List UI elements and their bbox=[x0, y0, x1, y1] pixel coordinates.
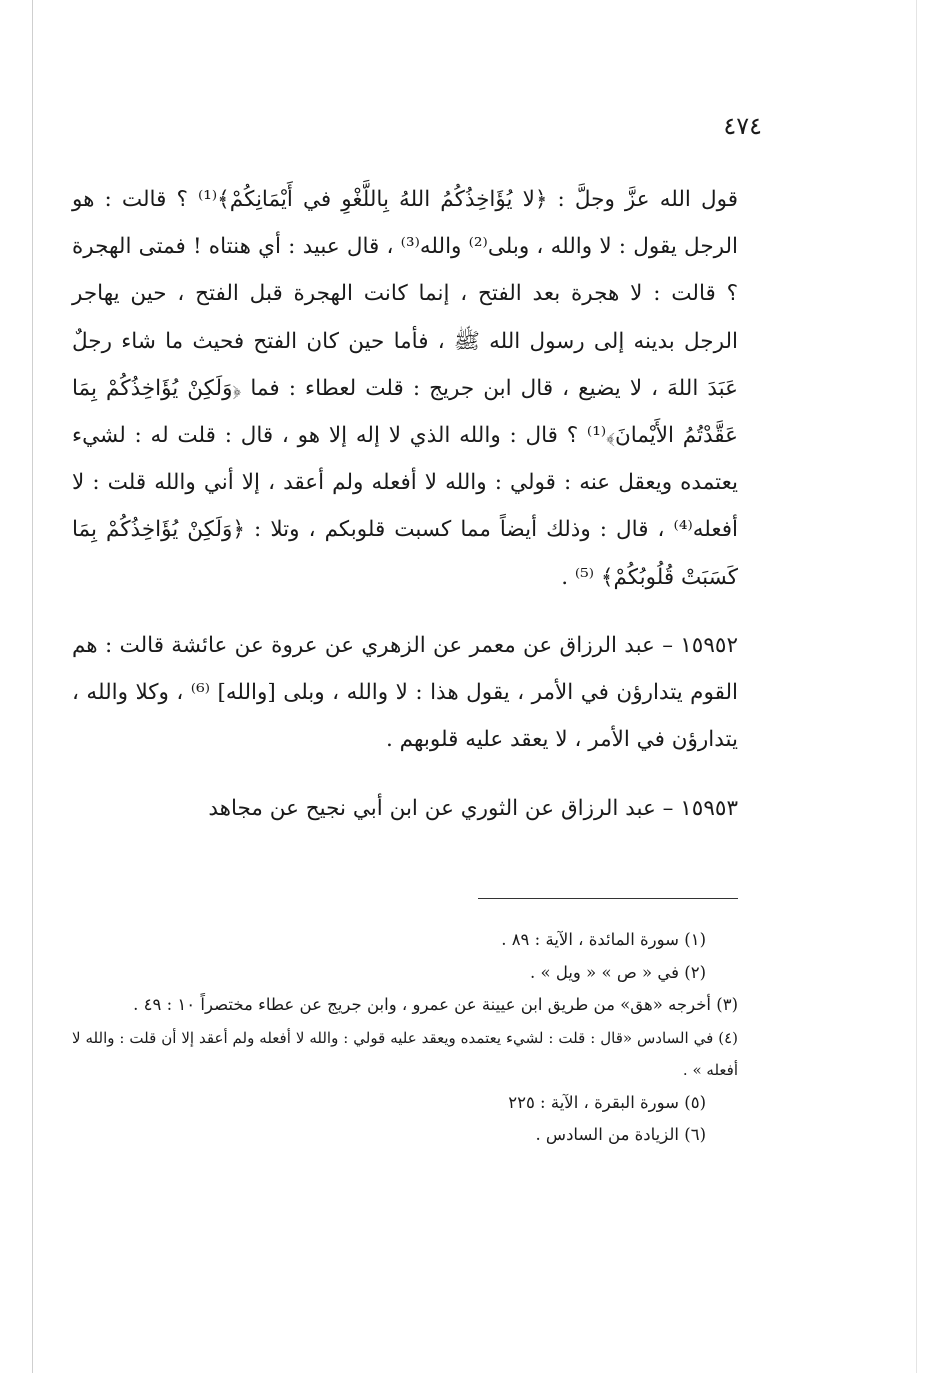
footnote-1: (١) سورة المائدة ، الآية : ٨٩ . bbox=[501, 930, 706, 949]
footnote-4: (٤) في السادس «قال : قلت : لشيء يعتمده ويعقد عليه قولي : والله لا أفعله ولم أعقد إلا أن قلت : والله لا أفعله » . bbox=[72, 1028, 738, 1079]
page-number: ٤٧٤ bbox=[723, 112, 762, 140]
main-text bbox=[72, 176, 738, 833]
footnote-divider bbox=[478, 898, 738, 899]
footnote-3: (٣) أخرجه «هق» من طريق ابن عيينة عن عمرو ، وابن جريج عن عطاء مختصراً ١٠ : ٤٩ . bbox=[133, 995, 738, 1014]
paragraph-entry-15952: ١٥٩٥٢ – عبد الرزاق عن معمر عن الزهري عن عروة عن عائشة قالت : هم القوم يتدارؤن في الأمر ، يقول هذا : لا والله ، وبلى [والله] ⁽⁶⁾ ، وكلا والله ، يتدارؤن في الأمر ، لا يعقد عليه قلوبهم . bbox=[72, 632, 738, 753]
right-margin-line bbox=[916, 0, 917, 1373]
footnotes bbox=[72, 924, 738, 1152]
footnote-5: (٥) سورة البقرة ، الآية : ٢٢٥ bbox=[508, 1092, 706, 1112]
left-margin-line bbox=[32, 0, 33, 1373]
paragraph-quote: قول الله عزَّ وجلَّ : ﴿لا يُؤَاخِذُكُمُ اللهُ بِاللَّغْوِ في أَيْمَانِكُمْ﴾⁽¹⁾ ؟ قالت : هو الرجل يقول : لا والله ، وبلى⁽²⁾ والله⁽³⁾ ، قال عبيد : أي هنتاه ! فمتى الهجرة ؟ قالت : لا هجرة بعد الفتح ، إنما كانت الهجرة قبل الفتح ، حين يهاجر الرجل بدينه إلى رسول الله ﷺ ، فأما حين كان الفتح فحيث ما شاء رجلٌ عَبَدَ اللهَ ، لا يضيع ، قال ابن جريج : قلت لعطاء : فما ﴿وَلَكِنْ يُؤَاخِذُكُمْ بِمَا عَقَّدْتُمُ الأَيْمانَ﴾⁽¹⁾ ؟ قال : والله الذي لا إله إلا هو ، قال : قلت له : لشيء يعتمده ويعقل عنه : قولي : والله لا أفعله ولم أعقد ، إلا أني والله قلت : لا أفعله⁽⁴⁾ ، قال : وذلك أيضاً مما كسبت قلوبكم ، وتلا : ﴿وَلَكِنْ يُؤَاخِذُكُمْ بِمَا كَسَبَتْ قُلُوبُكُمْ﴾ ⁽⁵⁾ . bbox=[72, 187, 739, 590]
paragraph-entry-15953: ١٥٩٥٣ – عبد الرزاق عن الثوري عن ابن أبي نجيح عن مجاهد bbox=[208, 796, 738, 822]
footnote-2: (٢) في « ص » « ويل » . bbox=[530, 962, 706, 982]
footnote-6: (٦) الزيادة من السادس . bbox=[535, 1125, 706, 1144]
